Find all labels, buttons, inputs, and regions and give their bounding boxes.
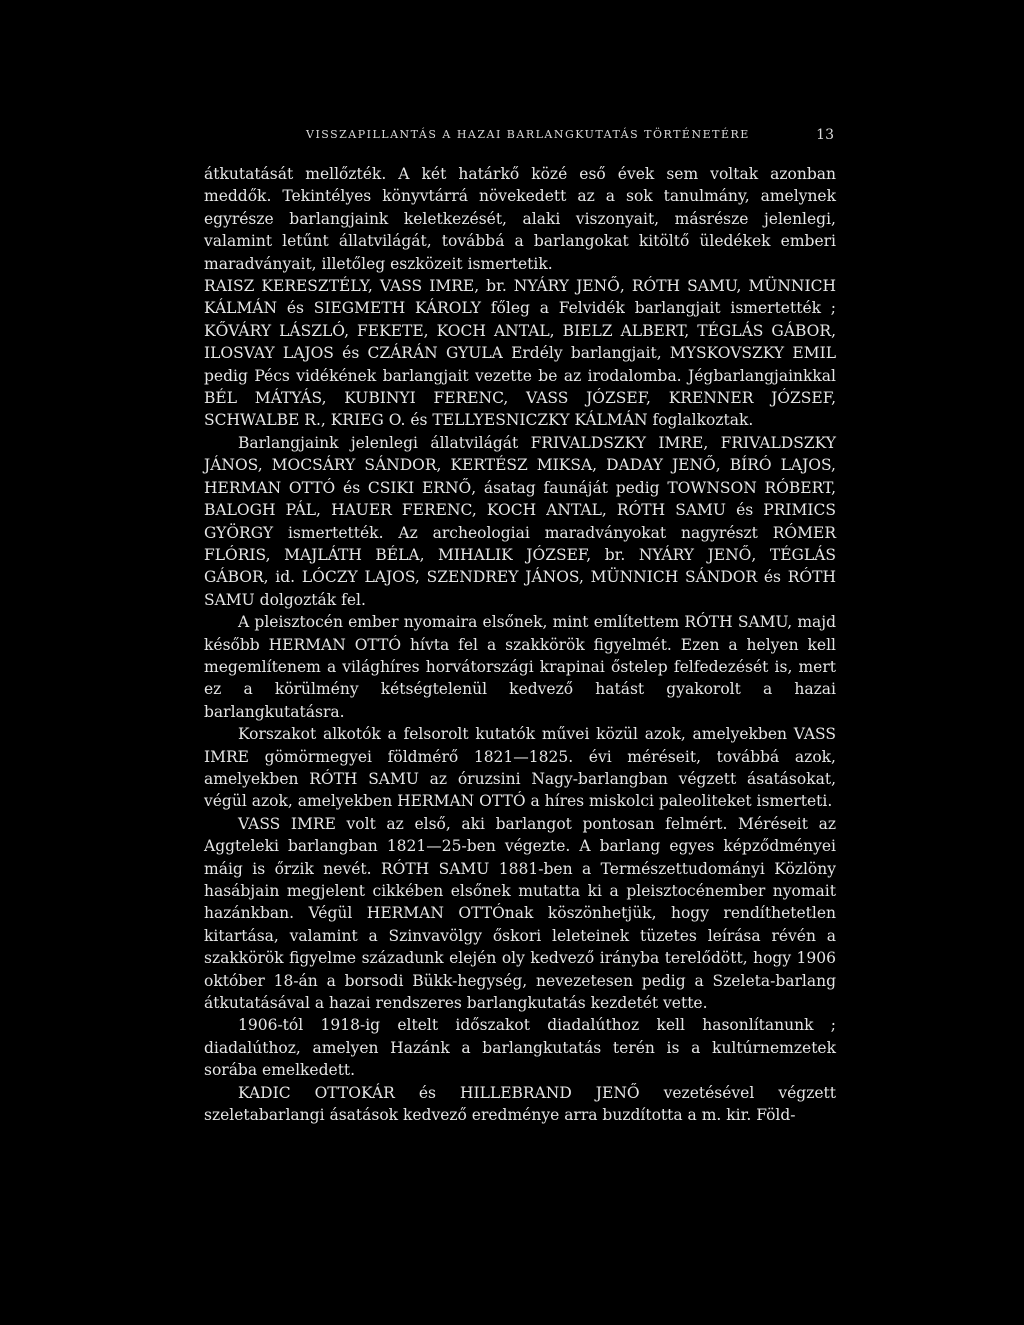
paragraph-5: Korszakot alkotók a felsorolt kutatók művei közül azok, amelyekben VASS IMRE gömörmegyei földmérő 1821—1825. évi méréseit, továbbá azok, amelyekben RÓTH SAMU az óruzsini Nagy-barlangban végzett ásatásokat, végül azok, amelyekben HERMAN OTTÓ a híres miskolci paleoliteket ismerteti. — [204, 725, 836, 811]
running-title: VISSZAPILLANTÁS A HAZAI BARLANGKUTATÁS TÖRTÉNETÉRE — [306, 128, 750, 141]
body-text — [204, 163, 836, 1126]
paragraph-2: RAISZ KERESZTÉLY, VASS IMRE, br. NYÁRY JENŐ, RÓTH SAMU, MÜNNICH KÁLMÁN és SIEGMETH KÁROLY főleg a Felvidék barlangjait ismertették ; KŐVÁRY LÁSZLÓ, FEKETE, KOCH ANTAL, BIELZ ALBERT, TÉGLÁS GÁBOR, ILOSVAY LAJOS és CZÁRÁN GYULA Erdély barlangjait, MYSKOVSZKY EMIL pedig Pécs vidékének barlangjait vezette be az irodalomba. Jégbarlangjainkkal BÉL MÁTYÁS, KUBINYI FERENC, VASS JÓZSEF, KRENNER JÓZSEF, SCHWALBE R., KRIEG O. és TELLYESNICZKY KÁLMÁN foglalkoztak. — [204, 277, 836, 430]
paragraph-7: 1906-tól 1918-ig eltelt időszakot diadalúthoz kell hasonlítanunk ; diadalúthoz, amelyen Hazánk a barlangkutatás terén is a kultúrnemzetek sorába emelkedett. — [204, 1016, 836, 1080]
paragraph-4: A pleisztocén ember nyomaira elsőnek, mint említettem RÓTH SAMU, majd később HERMAN OTTÓ hívta fel a szakkörök figyelmét. Ezen a helyen kell megemlítenem a világhíres horvátországi krapinai őstelep felfedezését is, mert ez a körülmény kétségtelenül kedvező hatást gyakorolt a hazai barlangkutatásra. — [204, 613, 836, 721]
paragraph-6: VASS IMRE volt az első, aki barlangot pontosan felmért. Méréseit az Aggteleki barlangban 1821—25-ben végezte. A barlang egyes képződményei máig is őrzik nevét. RÓTH SAMU 1881-ben a Természettudományi Közlöny hasábjain megjelent cikkében elsőnek mutatta ki a pleisztocénember nyomait hazánkban. Végül HERMAN OTTÓnak köszönhetjük, hogy rendíthetetlen kitartása, valamint a Szinvavölgy őskori leleteinek tüzetes leírása révén a szakkörök figyelme századunk elején oly kedvező irányba terelődött, hogy 1906 október 18-án a borsodi Bükk-hegység, nevezetesen pedig a Szeleta-barlang átkutatásával a hazai rendszeres barlangkutatás kezdetét vette. — [204, 814, 836, 1013]
running-head — [206, 128, 834, 148]
page-number: 13 — [816, 127, 834, 143]
paragraph-1: átkutatását mellőzték. A két határkő közé eső évek sem voltak azonban meddők. Tekintélyes könyvtárrá növekedett az a sok tanulmány, amelynek egyrésze barlangjaink keletkezését, alaki viszonyait, másrésze jelenlegi, valamint letűnt állatvilágát, továbbá a barlangokat kitöltő üledékek emberi maradványait, illetőleg eszközeit ismertetik. — [204, 165, 836, 273]
paragraph-8: KADIC OTTOKÁR és HILLEBRAND JENŐ vezetésével végzett szeletabarlangi ásatások kedvező eredménye arra buzdította a m. kir. Föld- — [204, 1083, 836, 1125]
paragraph-3: Barlangjaink jelenlegi állatvilágát FRIVALDSZKY IMRE, FRIVALDSZKY JÁNOS, MOCSÁRY SÁNDOR, KERTÉSZ MIKSA, DADAY JENŐ, BÍRÓ LAJOS, HERMAN OTTÓ és CSIKI ERNŐ, ásatag faunáját pedig TOWNSON RÓBERT, BALOGH PÁL, HAUER FERENC, KOCH ANTAL, RÓTH SAMU és PRIMICS GYÖRGY ismertették. Az archeologiai maradványokat nagyrészt RÓMER FLÓRIS, MAJLÁTH BÉLA, MIHALIK JÓZSEF, br. NYÁRY JENŐ, TÉGLÁS GÁBOR, id. LÓCZY LAJOS, SZENDREY JÁNOS, MÜNNICH SÁNDOR és RÓTH SAMU dolgozták fel. — [204, 433, 836, 609]
